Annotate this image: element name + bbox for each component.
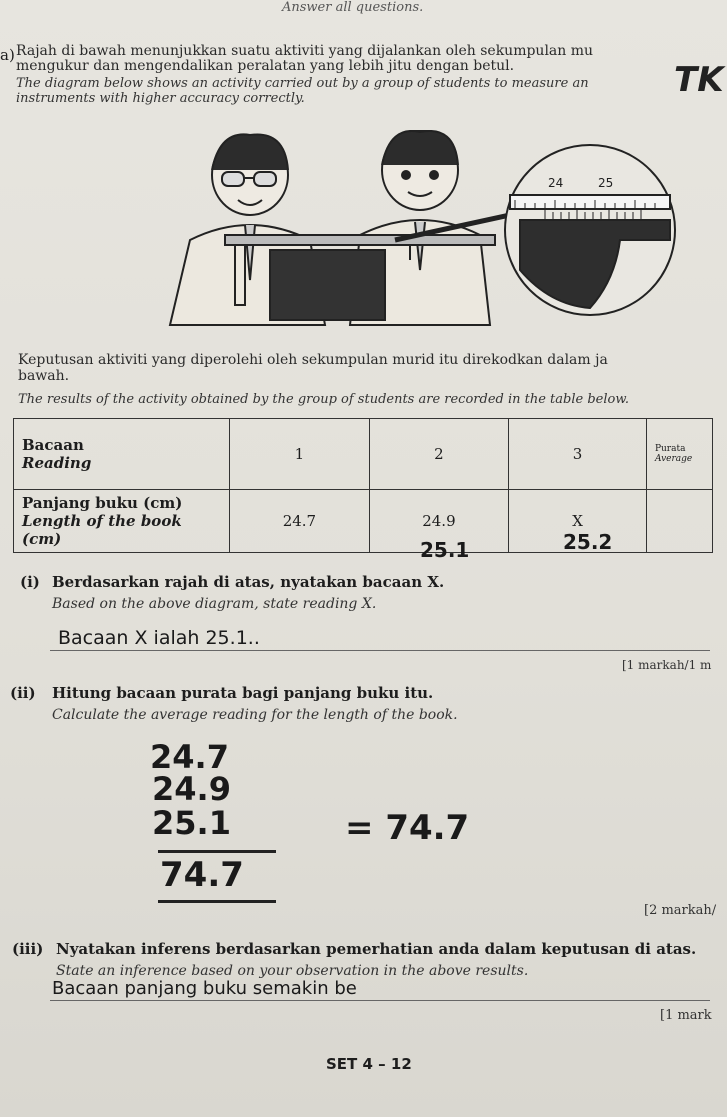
value-2: 24.9 [369, 490, 509, 553]
part-i-malay: Berdasarkan rajah di atas, nyatakan bacaan X. [52, 573, 445, 591]
sum-underline [158, 900, 276, 903]
scale-label-25: 25 [598, 176, 614, 190]
vernier-caliper [225, 235, 495, 245]
handwritten-value-2: 25.1 [420, 538, 470, 562]
part-iii-marks: [1 mark [660, 1008, 712, 1023]
question-malay-line-1: Rajah di bawah menunjukkan suatu aktiviti yang dijalankan oleh sekumpulan mu [16, 43, 594, 59]
part-ii-result: = 74.7 [345, 808, 470, 848]
reading-label-ms: Bacaan [22, 436, 84, 454]
part-ii-marks: [2 markah/ [644, 903, 717, 918]
part-iii-english: State an inference based on your observation in the above results. [56, 963, 529, 979]
part-ii-working-sum: 74.7 [160, 855, 244, 895]
instruction-header: Answer all questions. [282, 0, 424, 15]
length-label-ms: Panjang buku (cm) [22, 494, 183, 512]
part-ii-malay: Hitung bacaan purata bagi panjang buku itu. [52, 684, 434, 702]
question-number: a) [0, 46, 15, 64]
avg-header-en: Average [654, 454, 693, 464]
length-label-en: Length of the book (cm) [22, 512, 182, 548]
reading-label-cell [14, 419, 230, 490]
length-label-cell [14, 490, 230, 553]
sum-line [158, 850, 276, 853]
intro-english: The results of the activity obtained by the group of students are recorded in the table below. [18, 392, 630, 407]
question-english-line-1: The diagram below shows an activity carried out by a group of students to measure an [16, 76, 589, 91]
page-footer: SET 4 – 12 [326, 1055, 412, 1073]
value-1: 24.7 [230, 490, 370, 553]
reading-label-en: Reading [22, 454, 92, 472]
col-header-2: 2 [369, 419, 509, 490]
part-i-english: Based on the above diagram, state reading X. [52, 596, 377, 612]
intro-malay: Keputusan aktiviti yang diperolehi oleh sekumpulan murid itu direkodkan dalam ja [18, 352, 608, 368]
question-english-line-2: instruments with higher accuracy correctly. [16, 91, 305, 106]
avg-value-cell [646, 490, 712, 553]
part-i-answer: Bacaan X ialah 25.1.. [58, 627, 260, 649]
part-iii-malay: Nyatakan inferens berdasarkan pemerhatian anda dalam keputusan di atas. [56, 940, 697, 958]
part-ii-english: Calculate the average reading for the length of the book. [52, 707, 458, 723]
students-measuring-illustration [150, 130, 710, 340]
part-i-label: (i) [20, 573, 40, 591]
avg-header-ms: Purata [654, 444, 686, 454]
table-row [14, 419, 713, 490]
part-ii-working-2: 24.9 [152, 770, 231, 808]
question-malay-line-2: mengukur dan mengendalikan peralatan yang lebih jitu dengan betul. [16, 58, 515, 74]
scale-label-24: 24 [548, 176, 564, 190]
part-ii-label: (ii) [10, 684, 36, 702]
part-iii-answer: Bacaan panjang buku semakin be [52, 978, 357, 999]
tp-badge: TK [674, 60, 724, 100]
part-i-answer-line [50, 650, 710, 651]
part-ii-working-1: 24.7 [150, 738, 229, 776]
col-header-1: 1 [230, 419, 370, 490]
col-header-3: 3 [509, 419, 647, 490]
part-iii-answer-line [50, 1000, 710, 1001]
intro-malay-cont: bawah. [18, 368, 70, 384]
main-scale [510, 195, 670, 209]
part-iii-label: (iii) [12, 940, 44, 958]
part-i-marks: [1 markah/1 m [622, 658, 712, 672]
avg-header-cell [646, 419, 712, 490]
handwritten-value-x: 25.2 [563, 530, 613, 554]
value-3: X [509, 490, 647, 553]
part-ii-working-3: 25.1 [152, 804, 231, 842]
book [270, 250, 385, 320]
